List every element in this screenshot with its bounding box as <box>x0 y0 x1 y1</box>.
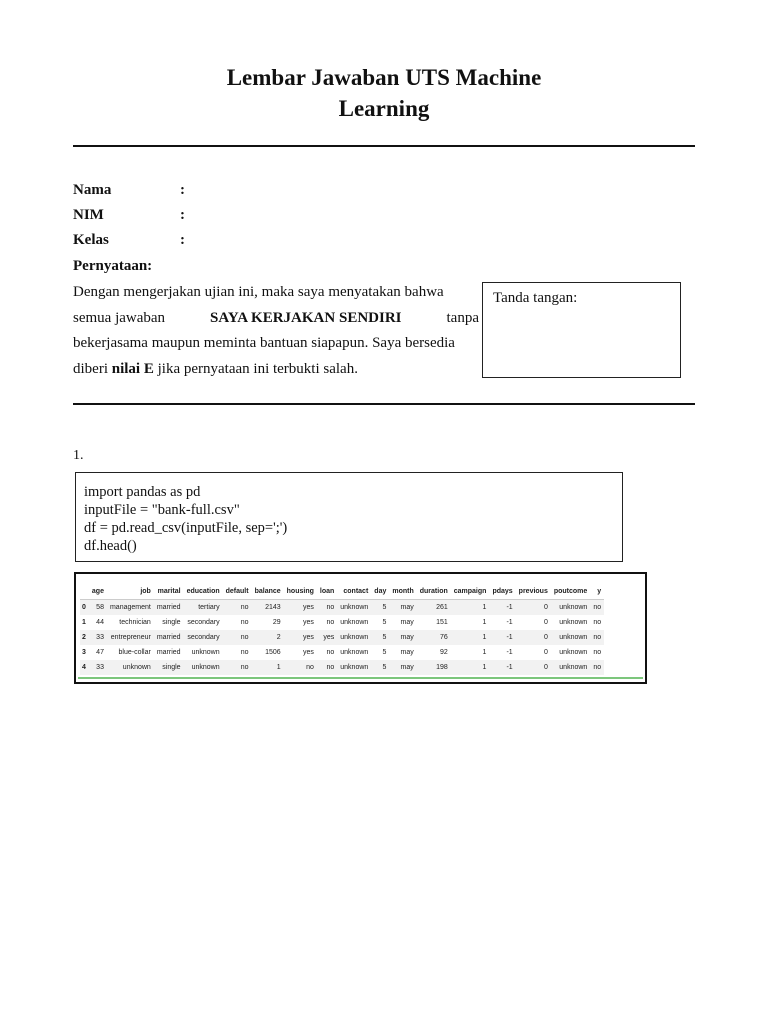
output-scrollbar-line <box>78 677 643 679</box>
signature-label: Tanda tangan: <box>493 290 578 306</box>
table-cell: no <box>317 600 337 616</box>
table-cell: single <box>154 660 184 675</box>
statement-text-part: tanpa <box>446 309 479 326</box>
table-cell: may <box>400 649 414 656</box>
table-cell: 198 <box>417 660 451 675</box>
table-cell: unknown <box>559 619 588 626</box>
table-cell: unknown <box>184 660 223 675</box>
code-line: import pandas as pd <box>84 484 201 500</box>
table-cell: -1 <box>506 649 513 656</box>
column-header: poutcome <box>551 584 590 600</box>
table-cell: 1 <box>252 660 284 675</box>
column-header: duration <box>417 584 451 600</box>
table-cell: 0 <box>516 600 551 616</box>
table-cell: no <box>317 660 337 675</box>
column-header <box>80 584 89 600</box>
table-row <box>80 600 604 616</box>
table-cell: 29 <box>272 619 281 626</box>
dataframe-table <box>80 584 604 675</box>
table-cell: yes <box>302 619 314 626</box>
column-header: campaign <box>451 584 490 600</box>
field-colon: : <box>180 182 185 198</box>
table-cell: married <box>156 649 181 656</box>
column-header: loan <box>317 584 337 600</box>
table-cell: single <box>162 619 181 626</box>
table-cell: no <box>223 660 252 675</box>
field-colon: : <box>180 232 185 248</box>
column-header: contact <box>337 584 371 600</box>
table-cell: 261 <box>417 600 451 616</box>
table-cell: technician <box>119 619 151 626</box>
table-cell: 5 <box>382 649 387 656</box>
field-label-kelas: Kelas <box>73 232 109 248</box>
table-cell: 33 <box>89 660 107 675</box>
table-cell: 5 <box>371 660 389 675</box>
table-row <box>80 630 604 645</box>
field-nim <box>73 207 185 224</box>
table-cell: married <box>154 600 184 616</box>
table-cell: 0 <box>543 619 548 626</box>
table-cell: no <box>326 649 335 656</box>
table-cell: 1 <box>451 600 490 616</box>
field-kelas <box>73 232 185 249</box>
table-cell: 5 <box>371 600 389 616</box>
table-cell: 76 <box>417 630 451 645</box>
dataframe-output <box>74 572 647 684</box>
table-cell: yes <box>284 630 317 645</box>
table-cell: -1 <box>506 619 513 626</box>
table-cell: married <box>154 630 184 645</box>
statement-text <box>73 280 479 382</box>
column-header: default <box>223 584 252 600</box>
column-header: education <box>184 584 223 600</box>
statement-line <box>73 306 479 332</box>
table-cell: unknown <box>337 660 371 675</box>
bottom-divider <box>73 403 695 405</box>
page-title <box>0 62 768 124</box>
row-index: 3 <box>82 649 86 656</box>
statement-text-part: jika pernyataan ini terbukti salah. <box>153 360 358 377</box>
statement-emphasis: nilai E <box>111 360 154 377</box>
table-cell: entrepreneur <box>107 630 154 645</box>
table-cell: unknown <box>559 649 588 656</box>
column-header: housing <box>284 584 317 600</box>
table-row <box>80 645 604 660</box>
title-line-1: Lembar Jawaban UTS Machine <box>226 65 542 90</box>
table-cell: no <box>223 630 252 645</box>
table-cell: no <box>593 649 602 656</box>
table-cell: no <box>590 600 604 616</box>
statement-line: Dengan mengerjakan ujian ini, maka saya menyatakan bahwa <box>73 284 444 300</box>
table-cell: 2 <box>252 630 284 645</box>
table-cell: unknown <box>337 630 371 645</box>
table-cell: no <box>590 630 604 645</box>
field-label-nim: NIM <box>73 207 104 223</box>
table-cell: -1 <box>489 660 515 675</box>
table-cell: unknown <box>340 649 369 656</box>
table-cell: unknown <box>337 600 371 616</box>
field-label-nama: Nama <box>73 182 112 198</box>
table-cell: tertiary <box>184 600 223 616</box>
table-cell: 0 <box>516 660 551 675</box>
table-cell: 1 <box>482 619 487 626</box>
table-cell: unknown <box>551 600 590 616</box>
field-nama <box>73 182 185 199</box>
table-cell: management <box>107 600 154 616</box>
row-index: 4 <box>80 660 89 675</box>
table-cell: 2143 <box>252 600 284 616</box>
table-cell: 92 <box>439 649 448 656</box>
table-cell: 1 <box>451 630 490 645</box>
table-cell: may <box>400 619 414 626</box>
signature-box <box>482 282 681 378</box>
statement-heading: Pernyataan: <box>73 258 153 274</box>
column-header: y <box>590 584 604 600</box>
column-header: month <box>389 584 416 600</box>
table-cell: no <box>240 649 249 656</box>
code-line: df.head() <box>84 538 137 554</box>
table-row <box>80 615 604 630</box>
table-cell: no <box>284 660 317 675</box>
column-header: balance <box>252 584 284 600</box>
row-index: 1 <box>82 619 86 626</box>
table-cell: no <box>590 660 604 675</box>
table-cell: blue-collar <box>118 649 151 656</box>
statement-text-part: diberi <box>73 360 112 377</box>
table-cell: secondary <box>187 619 220 626</box>
table-cell: yes <box>302 649 314 656</box>
table-cell: 1 <box>451 660 490 675</box>
table-cell: 5 <box>371 630 389 645</box>
table-cell: unknown <box>191 649 220 656</box>
table-cell: 47 <box>96 649 104 656</box>
code-line: inputFile = "bank-full.csv" <box>84 502 240 518</box>
statement-text-part: semua jawaban <box>73 309 166 326</box>
table-cell: 44 <box>96 619 104 626</box>
table-cell: 5 <box>382 619 387 626</box>
table-cell: 33 <box>89 630 107 645</box>
table-cell: may <box>389 630 416 645</box>
statement-line <box>73 357 479 383</box>
table-cell: 0 <box>516 630 551 645</box>
table-cell: no <box>326 619 335 626</box>
table-cell: 0 <box>543 649 548 656</box>
column-header: age <box>89 584 107 600</box>
table-cell: no <box>593 619 602 626</box>
table-cell: 151 <box>436 619 448 626</box>
table-row <box>80 660 604 675</box>
field-colon: : <box>180 207 185 223</box>
statement-line: bekerjasama maupun meminta bantuan siapapun. Saya bersedia <box>73 335 455 351</box>
table-cell: unknown <box>340 619 369 626</box>
statement-emphasis: SAYA KERJAKAN SENDIRI <box>210 309 402 326</box>
code-line: df = pd.read_csv(inputFile, sep=';') <box>84 520 288 536</box>
row-index: 2 <box>80 630 89 645</box>
table-cell: unknown <box>551 630 590 645</box>
table-cell: 1 <box>482 649 487 656</box>
question-number: 1. <box>73 448 84 463</box>
column-header: previous <box>516 584 551 600</box>
table-cell: -1 <box>489 600 515 616</box>
table-cell: secondary <box>184 630 223 645</box>
table-cell: -1 <box>489 630 515 645</box>
table-cell: 1506 <box>265 649 281 656</box>
table-cell: unknown <box>551 660 590 675</box>
title-line-2: Learning <box>338 96 430 121</box>
column-header: pdays <box>489 584 515 600</box>
column-header: job <box>107 584 154 600</box>
top-divider <box>73 145 695 147</box>
table-cell: may <box>389 660 416 675</box>
table-cell: may <box>389 600 416 616</box>
table-header-row <box>80 584 604 600</box>
table-cell: 58 <box>89 600 107 616</box>
row-index: 0 <box>80 600 89 616</box>
table-cell: yes <box>284 600 317 616</box>
table-cell: yes <box>317 630 337 645</box>
column-header: day <box>371 584 389 600</box>
table-cell: no <box>240 619 249 626</box>
code-block <box>75 472 623 562</box>
column-header: marital <box>154 584 184 600</box>
table-cell: unknown <box>107 660 154 675</box>
table-cell: no <box>223 600 252 616</box>
